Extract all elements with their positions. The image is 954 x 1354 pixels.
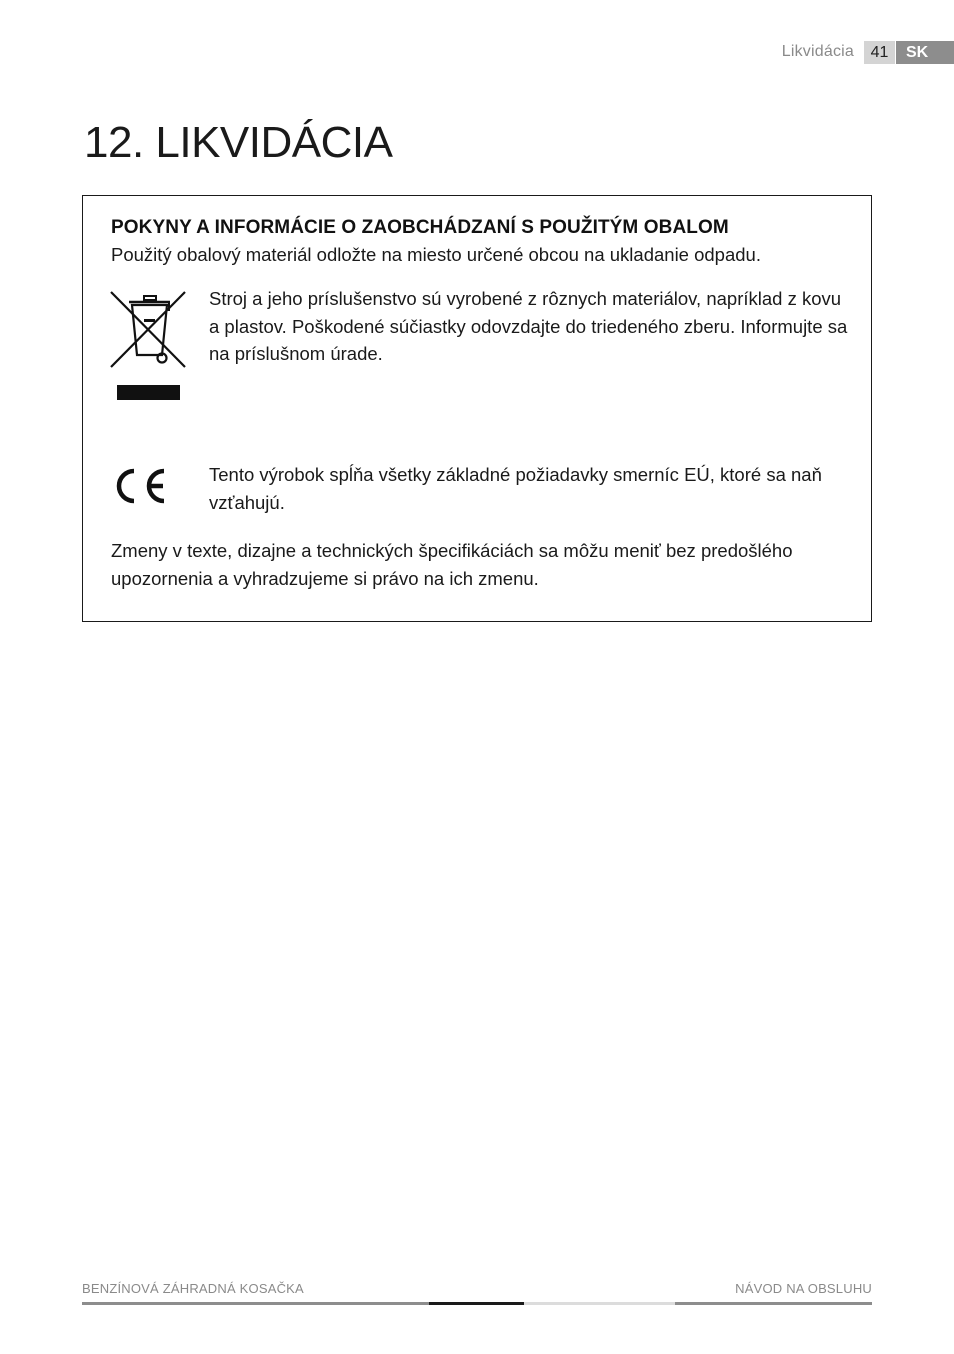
page-title: 12. LIKVIDÁCIA (84, 118, 393, 167)
page-number: 41 (864, 41, 895, 64)
weee-paragraph: Stroj a jeho príslušenstvo sú vyrobené z rôznych materiálov, napríklad z kovu a plastov. Poškodené súčiastky odovzdajte do triedeného zberu. Informujte sa na príslušnom úrade. (209, 288, 848, 364)
ce-paragraph: Tento výrobok spĺňa všetky základné požiadavky smerníc EÚ, ktoré sa naň vzťahujú. (209, 464, 822, 513)
footer-manual-label: NÁVOD NA OBSLUHU (735, 1281, 872, 1296)
weee-bar (117, 385, 180, 400)
header-section-title: Likvidácia (781, 43, 854, 60)
disposal-info-box (82, 195, 872, 622)
language-badge: SK (896, 41, 954, 64)
footer-bar-segment (429, 1302, 524, 1305)
footer-bar-segment (675, 1302, 872, 1305)
footer-bar-segment (82, 1302, 429, 1305)
packaging-paragraph: Použitý obalový materiál odložte na miesto určené obcou na ukladanie odpadu. (111, 244, 761, 265)
footer-product-name: BENZÍNOVÁ ZÁHRADNÁ KOSAČKA (82, 1281, 304, 1296)
footer-bar-segment (524, 1302, 675, 1305)
box-heading: POKYNY A INFORMÁCIE O ZAOBCHÁDZANÍ S POUŽITÝM OBALOM (111, 217, 729, 238)
disclaimer-paragraph: Zmeny v texte, dizajne a technických špecifikáciách sa môžu meniť bez predošlého upozornenia a vyhradzujeme si právo na ich zmenu. (111, 540, 793, 589)
crossed-out-wheelie-bin-icon (109, 289, 189, 377)
ce-mark-icon (110, 466, 168, 506)
